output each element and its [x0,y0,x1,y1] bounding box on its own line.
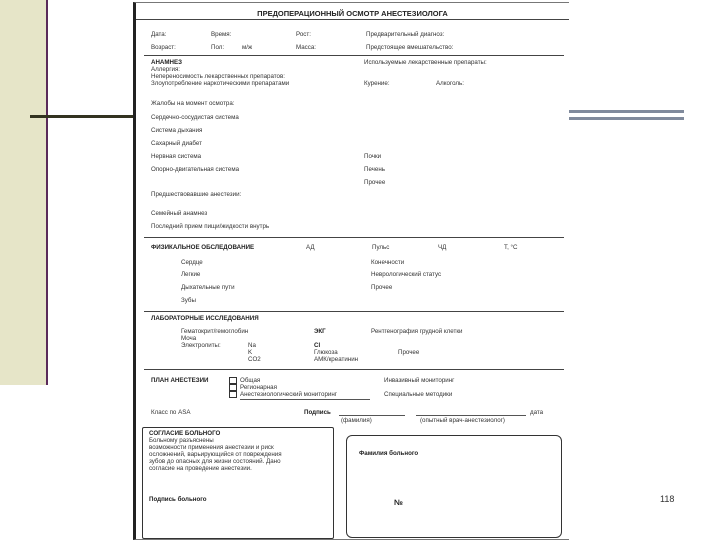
operation-label: Предстоящее вмешательство: [366,44,454,51]
right-decor-bars [567,110,684,124]
left-decor-panel [0,0,46,385]
k-label: K [248,349,253,356]
plan-heading: ПЛАН АНЕСТЕЗИИ [151,377,209,384]
respiratory-label: Система дыхания [151,127,203,134]
anamnesis-heading: АНАМНЕЗ [151,59,183,66]
liver-label: Печень [364,166,385,173]
last-intake-label: Последний прием пищи/жидкости внутрь [151,223,270,230]
general-checkbox[interactable] [229,377,237,384]
temp-label: Т, °С [504,244,518,251]
glucose-label: Глюкоза [314,349,338,356]
asa-date-label: дата [530,409,544,416]
intolerance-label: Непереносимость лекарственных препаратов: [151,73,285,80]
pulse-label: Пульс [372,244,390,251]
heart-label: Сердце [181,259,203,266]
asa-label: Класс по ASA [151,409,191,416]
rr-label: ЧД [438,244,447,251]
general-label: Общая [240,377,261,384]
other-label: Прочее [364,179,386,186]
monitoring-label: Анестезиологический мониторинг [240,391,338,398]
airway-label: Дыхательные пути [181,284,235,291]
divider [144,311,564,312]
divider [144,369,564,370]
signature-line [339,415,405,416]
consent-line: согласие на проведение анестезии. [149,465,252,472]
diabetes-label: Сахарный диабет [151,140,202,147]
family-label: Семейный анамнез [151,210,208,217]
anesthesiologist-line [416,415,526,416]
form-title: ПРЕДОПЕРАЦИОННЫЙ ОСМОТР АНЕСТЕЗИОЛОГА [257,9,448,18]
limbs-label: Конечности [371,259,405,266]
neuro-label: Неврологический статус [371,271,442,278]
lab-other-label: Прочее [398,349,420,356]
smoking-label: Курение: [364,80,390,87]
xray-label: Рентгенография грудной клетки [371,328,463,335]
weight-label: Масса: [296,44,317,51]
kidneys-label: Почки [364,153,382,160]
consent-heading: СОГЛАСИЕ БОЛЬНОГО [149,430,221,437]
signature-label: Подпись [304,409,331,416]
time-label: Время: [211,31,232,38]
regional-label: Регионарная [240,384,277,391]
diagnosis-label: Предварительный диагноз: [366,31,445,38]
plan-underline [240,399,370,400]
anesthesiologist-caption: (опытный врач-анестезиолог) [420,417,505,424]
left-decor-line [46,0,48,385]
left-horizontal-rule [30,115,133,118]
special-label: Специальные методики [384,391,453,398]
cardio-label: Сердечно-сосудистая система [151,114,239,121]
divider [136,19,569,20]
na-label: Na [248,342,256,349]
nervous-label: Нервная система [151,153,202,160]
date-label: Дата: [151,31,167,38]
height-label: Рост: [296,31,311,38]
monitoring-checkbox[interactable] [229,391,237,398]
electrolytes-label: Электролиты: [181,342,221,349]
physical-heading: ФИЗИКАЛЬНОЕ ОБСЛЕДОВАНИЕ [151,244,255,251]
hb-label: Гематокрит/гемоглобин [181,328,249,335]
drug-abuse-label: Злоупотребление наркотическими препаратами [151,80,290,87]
allergy-label: Аллергия: [151,66,181,73]
prev-anesthesia-label: Предшествовавшие анестезии: [151,191,242,198]
patient-signature-label: Подпись больного [149,496,207,503]
patient-name-label: Фамилия больного [359,450,419,457]
consent-line: Больному разъяснены [149,437,214,444]
consent-line: зубов до опасных для жизни состояний. Дано [149,458,281,465]
divider [144,55,564,56]
physical-other-label: Прочее [371,284,393,291]
divider [144,237,564,238]
consent-line: возможности применения анестезии и риск [149,444,274,451]
co2-label: CO2 [248,356,261,363]
age-label: Возраст: [151,44,176,51]
bp-label: АД [306,244,315,251]
alcohol-label: Алкоголь: [436,80,464,87]
complaints-label: Жалобы на момент осмотра: [151,100,235,107]
lungs-label: Легкие [181,271,201,278]
teeth-label: Зубы [181,297,196,304]
page-number: 118 [660,494,675,504]
sex-label: Пол: [211,44,225,51]
lab-heading: ЛАБОРАТОРНЫЕ ИССЛЕДОВАНИЯ [151,315,259,322]
ecg-label: ЭКГ [314,328,326,335]
patient-number-label: № [394,498,403,507]
sex-options: м/ж [242,44,253,51]
preoperative-form [133,2,569,540]
cl-label: Cl [314,342,321,349]
regional-checkbox[interactable] [229,384,237,391]
urine-label: Моча [181,335,197,342]
bun-label: АМК/креатинин [314,356,359,363]
drugs-taken-label: Используемые лекарственные препараты: [364,59,487,66]
consent-line: осложнений, варьирующийся от повреждения [149,451,282,458]
signature-caption: (фамилия) [341,417,372,424]
musculo-label: Опорно-двигательная система [151,166,240,173]
invasive-label: Инвазивный мониторинг [384,377,455,384]
